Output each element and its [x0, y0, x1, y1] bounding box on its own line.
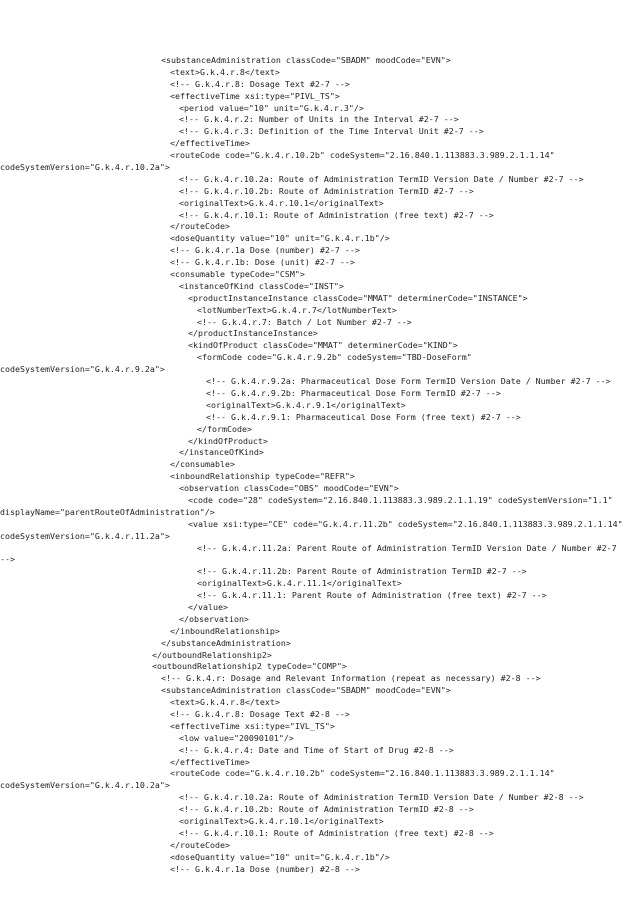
- code-line: <kindOfProduct classCode="MMAT" determinerCode="KIND">: [188, 340, 458, 351]
- code-line: <!-- G.k.4.r.1b: Dose (unit) #2-7 -->: [170, 257, 355, 268]
- code-line: -->: [0, 554, 15, 565]
- code-line: <!-- G.k.4.r.3: Definition of the Time Interval Unit #2-7 -->: [179, 126, 484, 137]
- code-line: <!-- G.k.4.r.11.2b: Parent Route of Administration TermID #2-7 -->: [197, 566, 527, 577]
- code-line: <!-- G.k.4.r.10.1: Route of Administration (free text) #2-7 -->: [179, 209, 494, 220]
- code-line: <routeCode code="G.k.4.r.10.2b" codeSystem="2.16.840.1.113883.3.989.2.1.1.14": [170, 150, 555, 161]
- code-line: <instanceOfKind classCode="INST">: [179, 280, 344, 291]
- code-line: <effectiveTime xsi:type="IVL_TS">: [170, 720, 335, 731]
- code-line: <consumable typeCode="CSM">: [170, 269, 305, 280]
- code-line: <value xsi:type="CE" code="G.k.4.r.11.2b" codeSystem="2.16.840.1.113883.3.989.2.1.1.14": [188, 518, 623, 529]
- code-line: <!-- G.k.4.r.10.2b: Route of Administration TermID #2-8 -->: [179, 804, 474, 815]
- code-line: <lotNumberText>G.k.4.r.7</lotNumberText>: [197, 304, 397, 315]
- code-line: <!-- G.k.4.r: Dosage and Relevant Information (repeat as necessary) #2-8 -->: [161, 673, 541, 684]
- code-line: <!-- G.k.4.r.11.1: Parent Route of Administration (free text) #2-7 -->: [197, 590, 547, 601]
- code-line: <substanceAdministration classCode="SBADM" moodCode="EVN">: [161, 685, 451, 696]
- code-line: <originalText>G.k.4.r.10.1</originalText>: [179, 197, 384, 208]
- code-line: <!-- G.k.4.r.9.1: Pharmaceutical Dose Form (free text) #2-7 -->: [206, 411, 521, 422]
- code-line: <!-- G.k.4.r.10.1: Route of Administration (free text) #2-8 -->: [179, 827, 494, 838]
- code-line: </outboundRelationship2>: [152, 649, 272, 660]
- code-line: </productInstanceInstance>: [188, 328, 318, 339]
- code-line: </kindOfProduct>: [188, 435, 268, 446]
- code-line: </routeCode>: [170, 839, 230, 850]
- code-line: <!-- G.k.4.r.4: Date and Time of Start of Drug #2-8 -->: [179, 744, 454, 755]
- code-line: <outboundRelationship2 typeCode="COMP">: [152, 661, 347, 672]
- code-line: </inboundRelationship>: [170, 625, 280, 636]
- xml-code-listing: [0, 55, 630, 875]
- code-line: <!-- G.k.4.r.9.2a: Pharmaceutical Dose Form TermID Version Date / Number #2-7 -->: [206, 376, 611, 387]
- code-line: <text>G.k.4.r.8</text>: [170, 697, 280, 708]
- code-line: <!-- G.k.4.r.10.2a: Route of Administration TermID Version Date / Number #2-7 -->: [179, 173, 584, 184]
- code-line: <productInstanceInstance classCode="MMAT" determinerCode="INSTANCE">: [188, 292, 528, 303]
- code-line: <routeCode code="G.k.4.r.10.2b" codeSystem="2.16.840.1.113883.3.989.2.1.1.14": [170, 768, 555, 779]
- code-line: <!-- G.k.4.r.10.2b: Route of Administration TermID #2-7 -->: [179, 185, 474, 196]
- code-line: </routeCode>: [170, 221, 230, 232]
- code-line: <substanceAdministration classCode="SBADM" moodCode="EVN">: [161, 55, 451, 65]
- code-line: <doseQuantity value="10" unit="G.k.4.r.1b"/>: [170, 233, 390, 244]
- code-line: <formCode code="G.k.4.r.9.2b" codeSystem="TBD-DoseForm": [197, 352, 472, 363]
- code-line: </observation>: [179, 613, 249, 624]
- code-line: <low value="20090101"/>: [179, 732, 294, 743]
- code-line: <inboundRelationship typeCode="REFR">: [170, 471, 355, 482]
- code-line: codeSystemVersion="G.k.4.r.9.2a">: [0, 364, 165, 375]
- code-line: <!-- G.k.4.r.1a Dose (number) #2-8 -->: [170, 863, 360, 874]
- code-line: <effectiveTime xsi:type="PIVL_TS">: [170, 90, 340, 101]
- code-line: <originalText>G.k.4.r.11.1</originalText>: [197, 578, 402, 589]
- code-line: </formCode>: [197, 423, 252, 434]
- code-line: <text>G.k.4.r.8</text>: [170, 66, 280, 77]
- code-line: <!-- G.k.4.r.11.2a: Parent Route of Administration TermID Version Date / Number #2-7: [197, 542, 617, 553]
- code-line: </instanceOfKind>: [179, 447, 264, 458]
- code-line: <!-- G.k.4.r.9.2b: Pharmaceutical Dose Form TermID #2-7 -->: [206, 387, 501, 398]
- code-line: displayName="parentRouteOfAdministration"/>: [0, 506, 215, 517]
- code-line: <doseQuantity value="10" unit="G.k.4.r.1b"/>: [170, 851, 390, 862]
- code-line: codeSystemVersion="G.k.4.r.11.2a">: [0, 530, 170, 541]
- code-line: <!-- G.k.4.r.8: Dosage Text #2-7 -->: [170, 78, 350, 89]
- code-line: <period value="10" unit="G.k.4.r.3"/>: [179, 102, 364, 113]
- code-line: <originalText>G.k.4.r.9.1</originalText>: [206, 399, 406, 410]
- code-line: <!-- G.k.4.r.7: Batch / Lot Number #2-7 -->: [197, 316, 412, 327]
- code-line: </consumable>: [170, 459, 235, 470]
- code-line: <code code="28" codeSystem="2.16.840.1.113883.3.989.2.1.1.19" codeSystemVersion="1.1": [188, 494, 613, 505]
- code-line: <!-- G.k.4.r.10.2a: Route of Administration TermID Version Date / Number #2-8 -->: [179, 792, 584, 803]
- code-line: </effectiveTime>: [170, 756, 250, 767]
- code-line: <!-- G.k.4.r.1a Dose (number) #2-7 -->: [170, 245, 360, 256]
- code-line: </value>: [188, 601, 228, 612]
- code-line: <observation classCode="OBS" moodCode="EVN">: [179, 483, 399, 494]
- code-line: </substanceAdministration>: [161, 637, 291, 648]
- code-line: <originalText>G.k.4.r.10.1</originalText>: [179, 816, 384, 826]
- code-line: </effectiveTime>: [170, 138, 250, 149]
- code-line: <!-- G.k.4.r.2: Number of Units in the Interval #2-7 -->: [179, 114, 459, 125]
- code-line: codeSystemVersion="G.k.4.r.10.2a">: [0, 162, 170, 173]
- code-line: codeSystemVersion="G.k.4.r.10.2a">: [0, 780, 170, 791]
- code-line: <!-- G.k.4.r.8: Dosage Text #2-8 -->: [170, 708, 350, 719]
